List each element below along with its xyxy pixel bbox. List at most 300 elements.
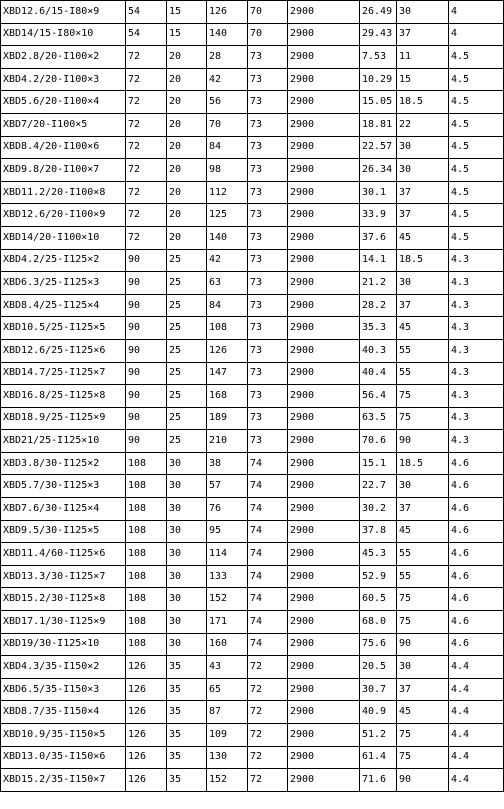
cell-flow: 54 [126, 23, 167, 46]
cell-npsh: 4.3 [449, 385, 504, 408]
cell-model: XBD11.4/60-I125×6 [1, 543, 126, 566]
cell-npsh: 4.5 [449, 91, 504, 114]
cell-speed: 2900 [288, 588, 360, 611]
cell-npsh: 4.5 [449, 136, 504, 159]
cell-model: XBD16.8/25-I125×8 [1, 385, 126, 408]
cell-npsh: 4.6 [449, 611, 504, 634]
cell-shaft-power: 30.2 [360, 498, 397, 521]
cell-pressure: 35 [167, 701, 207, 724]
cell-head: 43 [207, 656, 248, 679]
cell-efficiency: 74 [248, 633, 288, 656]
cell-shaft-power: 22.57 [360, 136, 397, 159]
cell-shaft-power: 71.6 [360, 769, 397, 792]
cell-speed: 2900 [288, 656, 360, 679]
cell-efficiency: 73 [248, 272, 288, 295]
cell-npsh: 4.6 [449, 565, 504, 588]
table-row [1, 724, 504, 747]
cell-model: XBD10.5/25-I125×5 [1, 317, 126, 340]
cell-flow: 126 [126, 724, 167, 747]
cell-speed: 2900 [288, 701, 360, 724]
cell-speed: 2900 [288, 136, 360, 159]
cell-speed: 2900 [288, 159, 360, 182]
table-row [1, 452, 504, 475]
cell-speed: 2900 [288, 520, 360, 543]
cell-efficiency: 73 [248, 385, 288, 408]
cell-speed: 2900 [288, 611, 360, 634]
cell-model: XBD12.6/20-I100×9 [1, 204, 126, 227]
table-row [1, 249, 504, 272]
cell-shaft-power: 37.8 [360, 520, 397, 543]
cell-speed: 2900 [288, 565, 360, 588]
table-row [1, 1, 504, 24]
cell-head: 84 [207, 294, 248, 317]
cell-flow: 72 [126, 159, 167, 182]
cell-head: 160 [207, 633, 248, 656]
cell-motor-power: 55 [397, 362, 449, 385]
cell-model: XBD7.6/30-I125×4 [1, 498, 126, 521]
cell-pressure: 20 [167, 68, 207, 91]
cell-shaft-power: 21.2 [360, 272, 397, 295]
table-row [1, 611, 504, 634]
cell-flow: 72 [126, 204, 167, 227]
cell-speed: 2900 [288, 769, 360, 792]
cell-speed: 2900 [288, 181, 360, 204]
cell-model: XBD17.1/30-I125×9 [1, 611, 126, 634]
cell-motor-power: 30 [397, 475, 449, 498]
cell-motor-power: 55 [397, 339, 449, 362]
cell-head: 147 [207, 362, 248, 385]
cell-pressure: 35 [167, 678, 207, 701]
cell-speed: 2900 [288, 430, 360, 453]
cell-npsh: 4.5 [449, 46, 504, 69]
cell-head: 140 [207, 23, 248, 46]
cell-flow: 72 [126, 68, 167, 91]
cell-motor-power: 37 [397, 181, 449, 204]
cell-npsh: 4.6 [449, 633, 504, 656]
cell-shaft-power: 30.7 [360, 678, 397, 701]
cell-head: 108 [207, 317, 248, 340]
cell-head: 95 [207, 520, 248, 543]
cell-pressure: 30 [167, 452, 207, 475]
cell-speed: 2900 [288, 317, 360, 340]
cell-efficiency: 74 [248, 588, 288, 611]
cell-motor-power: 18.5 [397, 249, 449, 272]
cell-efficiency: 73 [248, 339, 288, 362]
cell-npsh: 4.3 [449, 362, 504, 385]
cell-motor-power: 45 [397, 226, 449, 249]
cell-efficiency: 73 [248, 136, 288, 159]
cell-head: 130 [207, 746, 248, 769]
cell-flow: 108 [126, 588, 167, 611]
cell-npsh: 4.3 [449, 317, 504, 340]
cell-flow: 126 [126, 656, 167, 679]
cell-motor-power: 22 [397, 113, 449, 136]
cell-shaft-power: 40.4 [360, 362, 397, 385]
cell-speed: 2900 [288, 407, 360, 430]
table-row [1, 68, 504, 91]
cell-model: XBD4.2/25-I125×2 [1, 249, 126, 272]
cell-head: 171 [207, 611, 248, 634]
cell-head: 112 [207, 181, 248, 204]
cell-flow: 90 [126, 272, 167, 295]
cell-model: XBD14.7/25-I125×7 [1, 362, 126, 385]
cell-efficiency: 74 [248, 543, 288, 566]
cell-speed: 2900 [288, 385, 360, 408]
cell-pressure: 20 [167, 159, 207, 182]
cell-pressure: 25 [167, 339, 207, 362]
cell-model: XBD6.5/35-I150×3 [1, 678, 126, 701]
cell-speed: 2900 [288, 475, 360, 498]
cell-speed: 2900 [288, 91, 360, 114]
cell-shaft-power: 52.9 [360, 565, 397, 588]
cell-efficiency: 73 [248, 113, 288, 136]
cell-model: XBD9.5/30-I125×5 [1, 520, 126, 543]
cell-head: 65 [207, 678, 248, 701]
cell-shaft-power: 15.05 [360, 91, 397, 114]
cell-flow: 72 [126, 226, 167, 249]
cell-motor-power: 75 [397, 611, 449, 634]
cell-shaft-power: 51.2 [360, 724, 397, 747]
cell-efficiency: 73 [248, 181, 288, 204]
cell-npsh: 4.5 [449, 113, 504, 136]
cell-efficiency: 74 [248, 520, 288, 543]
cell-pressure: 25 [167, 430, 207, 453]
cell-motor-power: 37 [397, 498, 449, 521]
cell-speed: 2900 [288, 226, 360, 249]
cell-head: 152 [207, 588, 248, 611]
cell-flow: 90 [126, 385, 167, 408]
cell-pressure: 30 [167, 633, 207, 656]
table-row [1, 656, 504, 679]
cell-head: 63 [207, 272, 248, 295]
cell-model: XBD11.2/20-I100×8 [1, 181, 126, 204]
cell-pressure: 30 [167, 520, 207, 543]
cell-speed: 2900 [288, 678, 360, 701]
cell-efficiency: 72 [248, 678, 288, 701]
cell-flow: 90 [126, 317, 167, 340]
cell-shaft-power: 14.1 [360, 249, 397, 272]
cell-efficiency: 73 [248, 294, 288, 317]
table-row [1, 475, 504, 498]
cell-flow: 90 [126, 294, 167, 317]
table-row [1, 633, 504, 656]
cell-efficiency: 70 [248, 23, 288, 46]
cell-head: 57 [207, 475, 248, 498]
cell-pressure: 25 [167, 385, 207, 408]
cell-model: XBD6.3/25-I125×3 [1, 272, 126, 295]
cell-efficiency: 72 [248, 656, 288, 679]
cell-efficiency: 73 [248, 204, 288, 227]
cell-model: XBD12.6/25-I125×6 [1, 339, 126, 362]
cell-head: 56 [207, 91, 248, 114]
cell-model: XBD13.0/35-I150×6 [1, 746, 126, 769]
table-row [1, 498, 504, 521]
cell-efficiency: 73 [248, 407, 288, 430]
cell-npsh: 4.5 [449, 226, 504, 249]
cell-npsh: 4.3 [449, 430, 504, 453]
cell-model: XBD10.9/35-I150×5 [1, 724, 126, 747]
cell-model: XBD3.8/30-I125×2 [1, 452, 126, 475]
cell-flow: 72 [126, 181, 167, 204]
cell-model: XBD15.2/30-I125×8 [1, 588, 126, 611]
cell-motor-power: 15 [397, 68, 449, 91]
cell-pressure: 20 [167, 204, 207, 227]
cell-motor-power: 30 [397, 159, 449, 182]
cell-pressure: 25 [167, 317, 207, 340]
cell-head: 133 [207, 565, 248, 588]
cell-head: 28 [207, 46, 248, 69]
table-row [1, 226, 504, 249]
cell-head: 70 [207, 113, 248, 136]
cell-npsh: 4.5 [449, 204, 504, 227]
table-row [1, 407, 504, 430]
table-row [1, 91, 504, 114]
cell-flow: 72 [126, 91, 167, 114]
cell-motor-power: 30 [397, 272, 449, 295]
cell-shaft-power: 7.53 [360, 46, 397, 69]
cell-flow: 108 [126, 475, 167, 498]
cell-model: XBD19/30-I125×10 [1, 633, 126, 656]
cell-pressure: 25 [167, 407, 207, 430]
cell-shaft-power: 60.5 [360, 588, 397, 611]
cell-model: XBD14/20-I100×10 [1, 226, 126, 249]
cell-efficiency: 72 [248, 724, 288, 747]
table-row [1, 317, 504, 340]
table-row [1, 159, 504, 182]
cell-shaft-power: 63.5 [360, 407, 397, 430]
cell-model: XBD14/15-I80×10 [1, 23, 126, 46]
cell-shaft-power: 75.6 [360, 633, 397, 656]
cell-npsh: 4.4 [449, 769, 504, 792]
cell-flow: 108 [126, 498, 167, 521]
cell-efficiency: 73 [248, 68, 288, 91]
cell-flow: 90 [126, 430, 167, 453]
cell-head: 42 [207, 68, 248, 91]
cell-speed: 2900 [288, 68, 360, 91]
cell-head: 87 [207, 701, 248, 724]
cell-pressure: 35 [167, 769, 207, 792]
cell-model: XBD12.6/15-I80×9 [1, 1, 126, 24]
cell-head: 140 [207, 226, 248, 249]
cell-model: XBD21/25-I125×10 [1, 430, 126, 453]
cell-shaft-power: 68.0 [360, 611, 397, 634]
cell-speed: 2900 [288, 362, 360, 385]
cell-head: 98 [207, 159, 248, 182]
cell-head: 210 [207, 430, 248, 453]
cell-model: XBD8.4/25-I125×4 [1, 294, 126, 317]
cell-model: XBD8.7/35-I150×4 [1, 701, 126, 724]
cell-efficiency: 72 [248, 769, 288, 792]
cell-shaft-power: 29.43 [360, 23, 397, 46]
table-row [1, 46, 504, 69]
cell-pressure: 25 [167, 362, 207, 385]
cell-efficiency: 74 [248, 452, 288, 475]
cell-pressure: 20 [167, 46, 207, 69]
cell-npsh: 4.6 [449, 543, 504, 566]
table-row [1, 701, 504, 724]
cell-pressure: 25 [167, 294, 207, 317]
cell-pressure: 30 [167, 611, 207, 634]
table-row [1, 113, 504, 136]
cell-efficiency: 74 [248, 498, 288, 521]
cell-speed: 2900 [288, 339, 360, 362]
cell-npsh: 4 [449, 23, 504, 46]
cell-pressure: 20 [167, 91, 207, 114]
cell-flow: 108 [126, 633, 167, 656]
spec-table-body [1, 1, 504, 792]
cell-head: 84 [207, 136, 248, 159]
cell-pressure: 35 [167, 656, 207, 679]
cell-speed: 2900 [288, 452, 360, 475]
cell-shaft-power: 18.81 [360, 113, 397, 136]
cell-flow: 108 [126, 452, 167, 475]
cell-pressure: 35 [167, 746, 207, 769]
cell-npsh: 4.4 [449, 656, 504, 679]
cell-shaft-power: 10.29 [360, 68, 397, 91]
cell-model: XBD5.6/20-I100×4 [1, 91, 126, 114]
cell-motor-power: 90 [397, 430, 449, 453]
cell-flow: 54 [126, 1, 167, 24]
cell-shaft-power: 40.9 [360, 701, 397, 724]
table-row [1, 136, 504, 159]
table-row [1, 520, 504, 543]
cell-motor-power: 30 [397, 656, 449, 679]
cell-motor-power: 45 [397, 317, 449, 340]
cell-motor-power: 45 [397, 520, 449, 543]
cell-npsh: 4.6 [449, 588, 504, 611]
cell-npsh: 4.6 [449, 520, 504, 543]
cell-flow: 126 [126, 701, 167, 724]
table-row [1, 339, 504, 362]
cell-flow: 126 [126, 746, 167, 769]
cell-motor-power: 30 [397, 136, 449, 159]
cell-npsh: 4.3 [449, 249, 504, 272]
cell-shaft-power: 56.4 [360, 385, 397, 408]
cell-efficiency: 74 [248, 611, 288, 634]
cell-model: XBD9.8/20-I100×7 [1, 159, 126, 182]
cell-head: 189 [207, 407, 248, 430]
cell-model: XBD13.3/30-I125×7 [1, 565, 126, 588]
cell-npsh: 4.6 [449, 475, 504, 498]
cell-flow: 108 [126, 543, 167, 566]
cell-npsh: 4.6 [449, 452, 504, 475]
cell-shaft-power: 26.34 [360, 159, 397, 182]
table-row [1, 362, 504, 385]
cell-npsh: 4.3 [449, 407, 504, 430]
cell-shaft-power: 35.3 [360, 317, 397, 340]
cell-flow: 90 [126, 339, 167, 362]
cell-speed: 2900 [288, 724, 360, 747]
cell-motor-power: 75 [397, 385, 449, 408]
cell-head: 168 [207, 385, 248, 408]
cell-pressure: 30 [167, 588, 207, 611]
cell-motor-power: 18.5 [397, 452, 449, 475]
cell-pressure: 30 [167, 498, 207, 521]
cell-speed: 2900 [288, 113, 360, 136]
cell-pressure: 30 [167, 475, 207, 498]
cell-flow: 108 [126, 565, 167, 588]
cell-head: 126 [207, 339, 248, 362]
cell-pressure: 30 [167, 543, 207, 566]
cell-shaft-power: 45.3 [360, 543, 397, 566]
cell-motor-power: 75 [397, 724, 449, 747]
cell-npsh: 4.4 [449, 701, 504, 724]
cell-model: XBD4.3/35-I150×2 [1, 656, 126, 679]
table-row [1, 23, 504, 46]
cell-head: 125 [207, 204, 248, 227]
cell-flow: 108 [126, 611, 167, 634]
cell-head: 42 [207, 249, 248, 272]
cell-efficiency: 73 [248, 430, 288, 453]
cell-shaft-power: 30.1 [360, 181, 397, 204]
cell-pressure: 25 [167, 249, 207, 272]
cell-speed: 2900 [288, 204, 360, 227]
cell-motor-power: 55 [397, 565, 449, 588]
cell-model: XBD18.9/25-I125×9 [1, 407, 126, 430]
cell-head: 76 [207, 498, 248, 521]
cell-speed: 2900 [288, 498, 360, 521]
cell-npsh: 4.4 [449, 746, 504, 769]
cell-flow: 126 [126, 678, 167, 701]
cell-shaft-power: 37.6 [360, 226, 397, 249]
cell-npsh: 4.4 [449, 678, 504, 701]
table-row [1, 272, 504, 295]
cell-shaft-power: 20.5 [360, 656, 397, 679]
cell-efficiency: 74 [248, 565, 288, 588]
cell-motor-power: 18.5 [397, 91, 449, 114]
cell-npsh: 4 [449, 1, 504, 24]
cell-shaft-power: 61.4 [360, 746, 397, 769]
cell-shaft-power: 22.7 [360, 475, 397, 498]
table-row [1, 588, 504, 611]
table-row [1, 294, 504, 317]
cell-pressure: 20 [167, 136, 207, 159]
cell-flow: 72 [126, 136, 167, 159]
cell-npsh: 4.5 [449, 159, 504, 182]
cell-motor-power: 37 [397, 23, 449, 46]
cell-npsh: 4.3 [449, 272, 504, 295]
cell-pressure: 20 [167, 113, 207, 136]
cell-efficiency: 70 [248, 1, 288, 24]
cell-pressure: 20 [167, 226, 207, 249]
cell-efficiency: 72 [248, 746, 288, 769]
cell-speed: 2900 [288, 633, 360, 656]
cell-speed: 2900 [288, 294, 360, 317]
cell-motor-power: 90 [397, 633, 449, 656]
cell-pressure: 15 [167, 23, 207, 46]
cell-efficiency: 73 [248, 159, 288, 182]
cell-speed: 2900 [288, 249, 360, 272]
cell-pressure: 20 [167, 181, 207, 204]
cell-shaft-power: 33.9 [360, 204, 397, 227]
cell-npsh: 4.5 [449, 181, 504, 204]
cell-motor-power: 45 [397, 701, 449, 724]
cell-motor-power: 37 [397, 678, 449, 701]
cell-motor-power: 75 [397, 746, 449, 769]
cell-head: 126 [207, 1, 248, 24]
cell-shaft-power: 40.3 [360, 339, 397, 362]
cell-head: 109 [207, 724, 248, 747]
cell-model: XBD4.2/20-I100×3 [1, 68, 126, 91]
cell-speed: 2900 [288, 46, 360, 69]
cell-motor-power: 75 [397, 588, 449, 611]
cell-shaft-power: 28.2 [360, 294, 397, 317]
cell-npsh: 4.5 [449, 68, 504, 91]
cell-speed: 2900 [288, 23, 360, 46]
cell-pressure: 35 [167, 724, 207, 747]
cell-flow: 90 [126, 407, 167, 430]
cell-model: XBD7/20-I100×5 [1, 113, 126, 136]
